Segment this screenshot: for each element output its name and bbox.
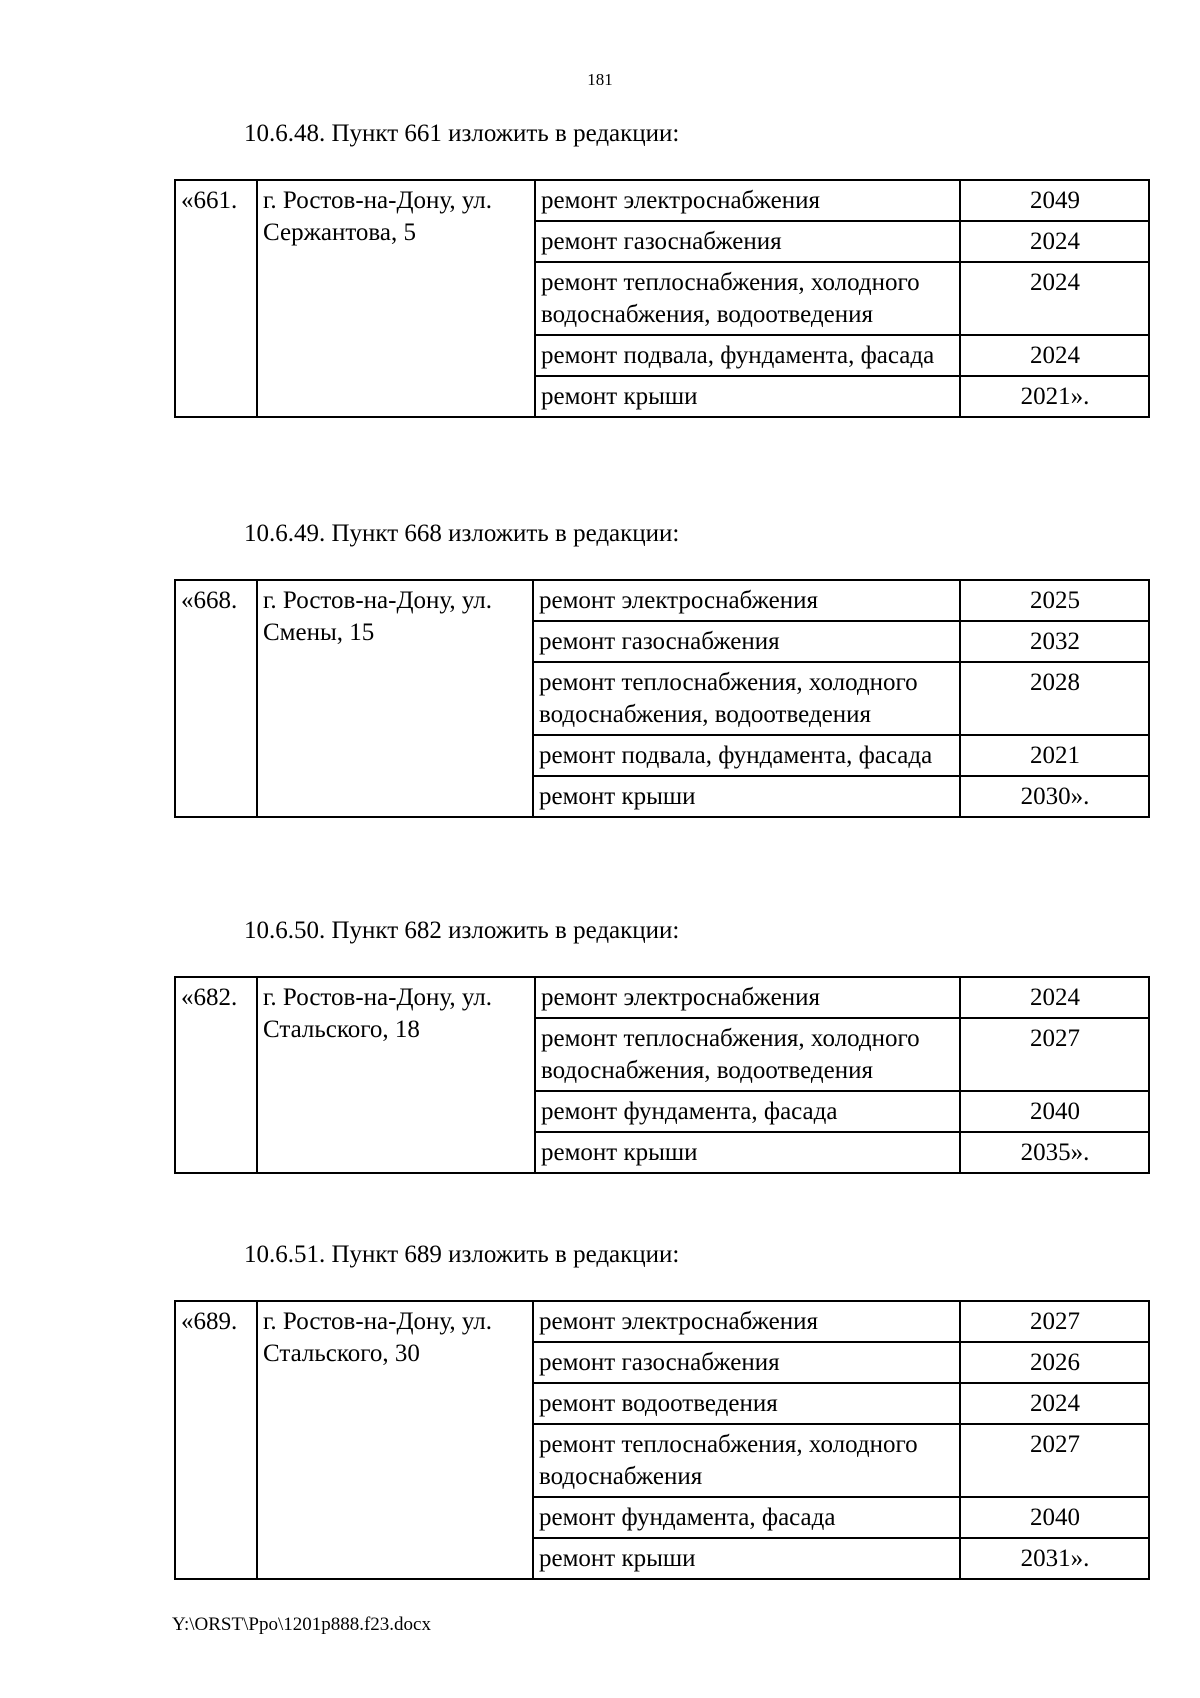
item-number: «689. <box>175 1301 257 1579</box>
work-year: 2027 <box>960 1301 1149 1342</box>
work-name: ремонт крыши <box>533 1538 960 1579</box>
work-year: 2024 <box>960 221 1149 262</box>
item-number: «682. <box>175 977 257 1173</box>
work-year: 2027 <box>960 1018 1149 1091</box>
work-name: ремонт фундамента, фасада <box>533 1497 960 1538</box>
work-year: 2021 <box>960 735 1149 776</box>
work-name: ремонт теплоснабжения, холодного водоснабжения, водоотведения <box>533 662 960 735</box>
work-name: ремонт подвала, фундамента, фасада <box>533 735 960 776</box>
work-year: 2049 <box>960 180 1149 221</box>
item-address: г. Ростов-на-Дону, ул. Сержантова, 5 <box>257 180 535 417</box>
work-year: 2035». <box>960 1132 1149 1173</box>
work-year: 2030». <box>960 776 1149 817</box>
section-heading: 10.6.51. Пункт 689 изложить в редакции: <box>244 1241 680 1268</box>
work-name: ремонт крыши <box>535 376 960 417</box>
work-year: 2024 <box>960 1383 1149 1424</box>
work-name: ремонт газоснабжения <box>535 221 960 262</box>
work-year: 2021». <box>960 376 1149 417</box>
work-year: 2028 <box>960 662 1149 735</box>
work-name: ремонт подвала, фундамента, фасада <box>535 335 960 376</box>
item-address: г. Ростов-на-Дону, ул. Смены, 15 <box>257 580 533 817</box>
work-year: 2040 <box>960 1497 1149 1538</box>
work-name: ремонт крыши <box>535 1132 960 1173</box>
work-name: ремонт теплоснабжения, холодного водоснабжения <box>533 1424 960 1497</box>
work-name: ремонт электроснабжения <box>533 1301 960 1342</box>
section-heading: 10.6.48. Пункт 661 изложить в редакции: <box>244 120 680 147</box>
work-name: ремонт электроснабжения <box>535 180 960 221</box>
work-name: ремонт теплоснабжения, холодного водоснабжения, водоотведения <box>535 1018 960 1091</box>
work-name: ремонт электроснабжения <box>535 977 960 1018</box>
work-year: 2032 <box>960 621 1149 662</box>
section-heading: 10.6.50. Пункт 682 изложить в редакции: <box>244 917 680 944</box>
table-row <box>175 580 1149 621</box>
section-heading: 10.6.49. Пункт 668 изложить в редакции: <box>244 520 680 547</box>
work-name: ремонт фундамента, фасада <box>535 1091 960 1132</box>
work-name: ремонт газоснабжения <box>533 1342 960 1383</box>
work-table <box>174 1300 1150 1580</box>
work-table <box>174 179 1150 418</box>
work-name: ремонт крыши <box>533 776 960 817</box>
work-year: 2031». <box>960 1538 1149 1579</box>
item-address: г. Ростов-на-Дону, ул. Стальского, 30 <box>257 1301 533 1579</box>
work-table <box>174 579 1150 818</box>
work-year: 2040 <box>960 1091 1149 1132</box>
work-name: ремонт газоснабжения <box>533 621 960 662</box>
work-table <box>174 976 1150 1174</box>
table-row <box>175 180 1149 221</box>
item-address: г. Ростов-на-Дону, ул. Стальского, 18 <box>257 977 535 1173</box>
work-year: 2025 <box>960 580 1149 621</box>
work-year: 2024 <box>960 335 1149 376</box>
work-year: 2027 <box>960 1424 1149 1497</box>
work-year: 2024 <box>960 977 1149 1018</box>
work-year: 2024 <box>960 262 1149 335</box>
item-number: «661. <box>175 180 257 417</box>
table-row <box>175 977 1149 1018</box>
work-name: ремонт водоотведения <box>533 1383 960 1424</box>
work-name: ремонт электроснабжения <box>533 580 960 621</box>
item-number: «668. <box>175 580 257 817</box>
work-year: 2026 <box>960 1342 1149 1383</box>
work-name: ремонт теплоснабжения, холодного водоснабжения, водоотведения <box>535 262 960 335</box>
page-number: 181 <box>587 70 613 89</box>
table-row <box>175 1301 1149 1342</box>
file-path-footer: Y:\ORST\Ppo\1201p888.f23.docx <box>172 1614 431 1635</box>
